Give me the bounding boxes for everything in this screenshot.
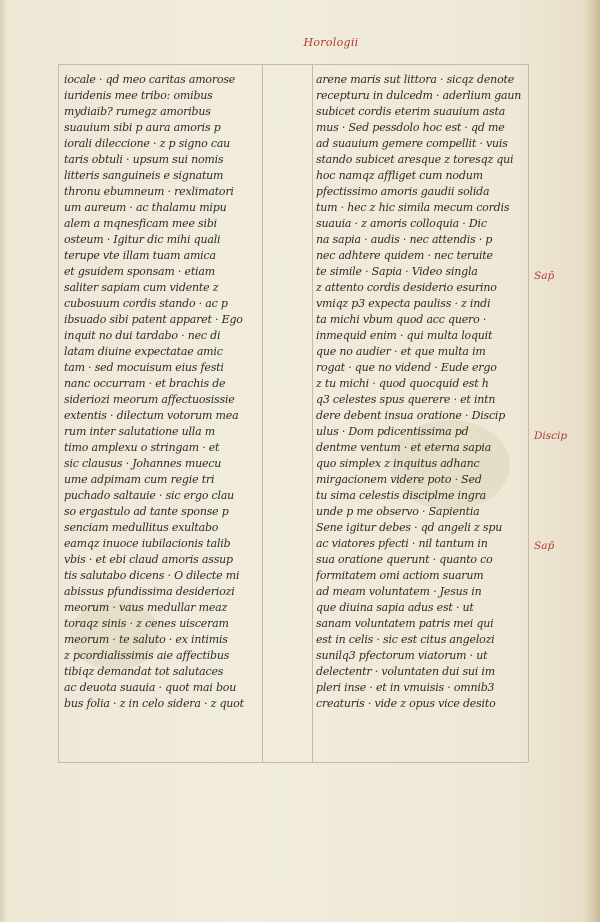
text-line: ad meam voluntatem · Jesus in — [316, 585, 482, 598]
text-line: sua oratione querunt · quanto co — [316, 553, 493, 566]
text-line: saliter sapiam cum vidente z — [64, 281, 219, 294]
text-line: arene maris sut littora · sicqz denote — [316, 73, 515, 86]
text-line: sanam voluntatem patris mei qui — [316, 617, 494, 630]
text-line: sunilq3 pfectorum viatorum · ut — [316, 649, 488, 662]
text-line: sic clausus · Johannes muecu — [64, 457, 222, 470]
page-fore-edge — [582, 0, 600, 922]
text-line: ad suauium gemere compellit · vuis — [316, 137, 508, 150]
page-left-edge — [0, 0, 6, 922]
text-line: sideriozi meorum affectuosissie — [64, 393, 235, 406]
text-line: inmequid enim · qui multa loquit — [316, 329, 493, 342]
text-line: mydiaib? rumegz amoribus — [64, 105, 211, 118]
text-line: ibsuado sibi patent apparet · Ego — [64, 313, 243, 326]
text-line: hoc namqz affliget cum nodum — [316, 169, 483, 182]
text-line: suauia · z amoris colloquia · Dic — [316, 217, 487, 230]
text-line: terupe vte illam tuam amica — [64, 249, 216, 262]
ruling-line — [58, 762, 528, 763]
text-line: ac deuota suauia · quot mai bou — [64, 681, 237, 694]
text-line: vmiqz p3 expecta pauliss · z indi — [316, 297, 491, 310]
text-line: mus · Sed pessdolo hoc est · qd me — [316, 121, 505, 134]
text-line: suauium sibi p aura amoris p — [64, 121, 221, 134]
text-line: nec adhtere quidem · nec teruite — [316, 249, 493, 262]
ruling-line — [58, 64, 59, 762]
text-line: tibiqz demandat tot salutaces — [64, 665, 224, 678]
text-line: unde p me observo · Sapientia — [316, 505, 480, 518]
text-line: delectentr · voluntaten dui sui im — [316, 665, 495, 678]
text-line: que no audier · et que multa im — [316, 345, 486, 358]
text-line: rum inter salutatione ulla m — [64, 425, 215, 438]
text-line: vbis · et ebi claud amoris assup — [64, 553, 233, 566]
text-line: thronu ebumneum · rexlimatori — [64, 185, 234, 198]
text-line: latam diuine expectatae amic — [64, 345, 223, 358]
text-line: te simile · Sapia · Video singla — [316, 265, 478, 278]
text-line: nanc occurram · et brachis de — [64, 377, 226, 390]
ruling-line — [262, 64, 263, 762]
text-line: mirgacionem videre poto · Sed — [316, 473, 482, 486]
text-line: et gsuidem sponsam · etiam — [64, 265, 215, 278]
running-title: Horologii — [303, 36, 359, 49]
ruling-line — [312, 64, 313, 762]
text-line: osteum · Igitur dic mihi quali — [64, 233, 221, 246]
text-line: formitatem omi actiom suarum — [316, 569, 484, 582]
left-text-column — [64, 72, 260, 712]
text-line: tam · sed mocuisum eius festi — [64, 361, 224, 374]
text-line: timo amplexu o stringam · et — [64, 441, 220, 454]
right-text-column — [316, 72, 526, 712]
text-line: pleri inse · et in vmuisis · omnib3 — [316, 681, 495, 694]
text-line: bus folia · z in celo sidera · z quot — [64, 697, 244, 710]
text-line: ulus · Dom pdicentissima pd — [316, 425, 469, 438]
text-line: rogat · que no vidend · Eude ergo — [316, 361, 497, 374]
text-line: stando subicet aresque z toresqz qui — [316, 153, 514, 166]
text-line: iuridenis mee tribo: omibus — [64, 89, 213, 102]
text-line: que diuina sapia adus est · ut — [316, 601, 474, 614]
text-line: subicet cordis eterim suauium asta — [316, 105, 506, 118]
text-line: so ergastulo ad tante sponse p — [64, 505, 229, 518]
text-line: na sapia · audis · nec attendis · p — [316, 233, 493, 246]
text-line: taris obtuli · upsum sui nomis — [64, 153, 224, 166]
ruling-line — [58, 64, 528, 65]
text-line: ac viatores pfecti · nil tantum in — [316, 537, 488, 550]
text-line: litteris sanguineis e signatum — [64, 169, 224, 182]
marginal-rubric: Sap̄ — [534, 270, 555, 282]
text-line: dentme ventum · et eterna sapia — [316, 441, 492, 454]
text-line: toraqz sinis · z cenes uisceram — [64, 617, 229, 630]
text-line: cubosuum cordis stando · ac p — [64, 297, 228, 310]
text-line: abissus pfundissima desideriozi — [64, 585, 235, 598]
text-line: pfectissimo amoris gaudii solida — [316, 185, 490, 198]
text-line: alem a mqnesficam mee sibi — [64, 217, 217, 230]
text-line: eamqz inuoce iubilacionis talib — [64, 537, 231, 550]
text-line: inquit no dui tardabo · nec di — [64, 329, 221, 342]
text-line: iorali dileccione · z p signo cau — [64, 137, 231, 150]
text-line: puchado saltauie · sic ergo clau — [64, 489, 235, 502]
text-line: um aureum · ac thalamu mipu — [64, 201, 227, 214]
text-line: tum · hec z hic simila mecum cordis — [316, 201, 510, 214]
text-line: z tu michi · quod quocquid est h — [316, 377, 489, 390]
text-line: tis salutabo dicens · O dilecte mi — [64, 569, 240, 582]
text-line: q3 celestes spus querere · et intn — [316, 393, 496, 406]
text-line: Sene igitur debes · qd angeli z spu — [316, 521, 503, 534]
text-line: recepturu in dulcedm · aderlium gaun — [316, 89, 522, 102]
text-line: iocale · qd meo caritas amorose — [64, 73, 236, 86]
text-line: meorum · te saluto · ex intimis — [64, 633, 228, 646]
text-line: dere debent insua oratione · Discip — [316, 409, 506, 422]
ruling-line — [528, 64, 529, 762]
text-line: quo simplex z inquitus adhanc — [316, 457, 480, 470]
text-line: z attento cordis desiderio esurino — [316, 281, 497, 294]
text-line: creaturis · vide z opus vice desito — [316, 697, 496, 710]
marginal-rubric: Discip — [534, 430, 568, 442]
text-line: meorum · vaus medullar meaz — [64, 601, 228, 614]
text-line: z pcordialissimis aie affectibus — [64, 649, 230, 662]
text-line: senciam medullitus exultabo — [64, 521, 219, 534]
text-line: tu sima celestis disciplme ingra — [316, 489, 487, 502]
text-line: ta michi vbum quod acc quero · — [316, 313, 487, 326]
text-line: extentis · dilectum votorum mea — [64, 409, 239, 422]
text-line: est in celis · sic est citus angelozi — [316, 633, 495, 646]
text-line: ume adpimam cum regie tri — [64, 473, 215, 486]
marginal-rubric: Sap̄ — [534, 540, 555, 552]
